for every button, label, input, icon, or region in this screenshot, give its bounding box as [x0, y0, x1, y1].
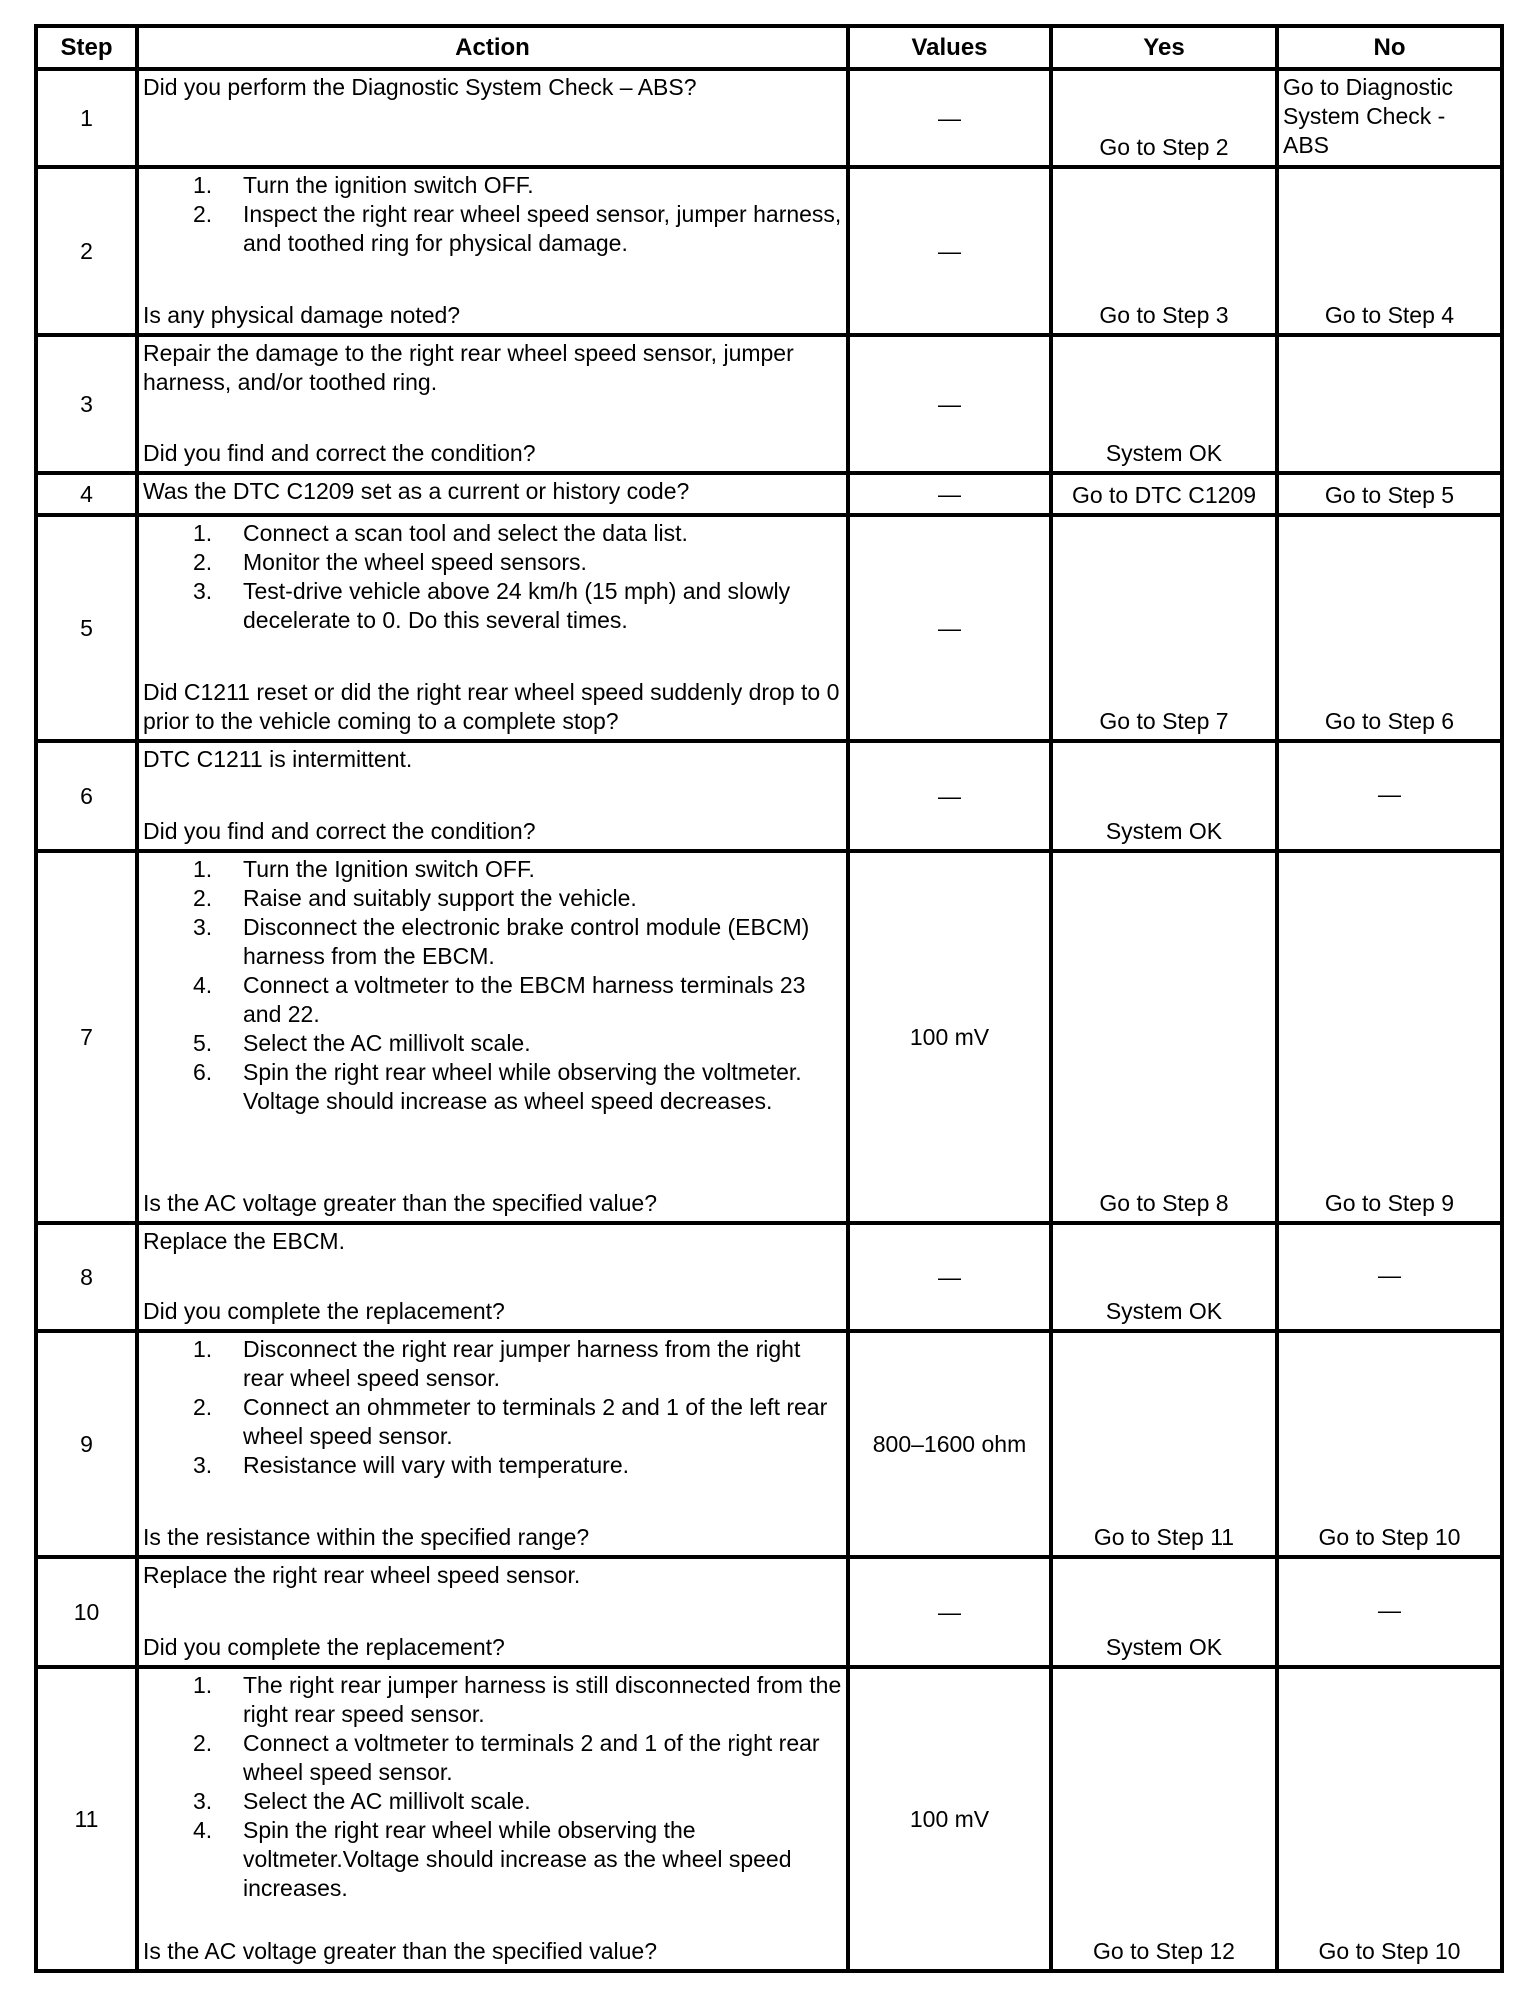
no-cell: Go to Step 4	[1277, 167, 1502, 335]
procedure-list	[143, 171, 842, 258]
list-item	[143, 1393, 842, 1451]
list-item-number: 6.	[193, 1059, 213, 1085]
no-cell: Go to Diagnostic System Check - ABS	[1277, 69, 1502, 167]
step-number: 11	[36, 1667, 137, 1971]
list-item-text: Disconnect the electronic brake control module (EBCM) harness from the EBCM.	[243, 914, 810, 969]
step-number: 3	[36, 335, 137, 473]
action-cell	[137, 69, 848, 167]
action-cell	[137, 1331, 848, 1557]
step-number: 5	[36, 515, 137, 741]
yes-cell: Go to Step 7	[1051, 515, 1277, 741]
value-cell: 100 mV	[848, 851, 1051, 1223]
no-cell: Go to Step 10	[1277, 1331, 1502, 1557]
list-item	[143, 971, 842, 1029]
step-number: 8	[36, 1223, 137, 1331]
diagnostic-table	[34, 24, 1504, 1973]
value-cell: —	[848, 167, 1051, 335]
action-cell	[137, 1667, 848, 1971]
value-cell: —	[848, 1223, 1051, 1331]
action-cell	[137, 851, 848, 1223]
list-item-text: Connect an ohmmeter to terminals 2 and 1 of the left rear wheel speed sensor.	[243, 1394, 828, 1449]
action-cell	[137, 515, 848, 741]
list-item-number: 3.	[193, 578, 213, 604]
list-item-number: 1.	[193, 856, 213, 882]
list-item	[143, 1029, 842, 1058]
list-item-text: Select the AC millivolt scale.	[243, 1030, 531, 1056]
action-question: Did C1211 reset or did the right rear wheel speed suddenly drop to 0 prior to the vehicle coming to a complete stop?	[143, 679, 840, 734]
procedure-list	[143, 1335, 842, 1480]
list-item-text: The right rear jumper harness is still disconnected from the right rear speed sensor.	[243, 1672, 842, 1727]
action-question: Did you find and correct the condition?	[143, 818, 536, 844]
table-row	[36, 335, 1502, 473]
step-number: 9	[36, 1331, 137, 1557]
list-item-number: 2.	[193, 549, 213, 575]
yes-cell: Go to Step 8	[1051, 851, 1277, 1223]
action-cell	[137, 473, 848, 515]
no-cell: —	[1277, 741, 1502, 851]
value-cell: —	[848, 473, 1051, 515]
list-item-text: Disconnect the right rear jumper harness from the right rear wheel speed sensor.	[243, 1336, 801, 1391]
no-cell: Go to Step 6	[1277, 515, 1502, 741]
yes-cell: Go to Step 2	[1051, 69, 1277, 167]
list-item	[143, 1729, 842, 1787]
list-item	[143, 171, 842, 200]
list-item-number: 2.	[193, 885, 213, 911]
table-row	[36, 851, 1502, 1223]
list-item	[143, 1335, 842, 1393]
value-cell: 800–1600 ohm	[848, 1331, 1051, 1557]
list-item-text: Spin the right rear wheel while observing the voltmeter. Voltage should increase as wheel speed decreases.	[243, 1059, 802, 1114]
list-item-number: 4.	[193, 972, 213, 998]
table-row	[36, 1223, 1502, 1331]
procedure-list	[143, 1671, 842, 1903]
header-values: Values	[848, 26, 1051, 69]
procedure-list	[143, 519, 842, 635]
step-number: 7	[36, 851, 137, 1223]
list-item	[143, 855, 842, 884]
list-item-text: Turn the ignition switch OFF.	[243, 172, 534, 198]
step-number: 2	[36, 167, 137, 335]
header-no: No	[1277, 26, 1502, 69]
list-item-text: Test-drive vehicle above 24 km/h (15 mph) and slowly decelerate to 0. Do this several times.	[243, 578, 791, 633]
list-item-number: 2.	[193, 1394, 213, 1420]
value-cell: 100 mV	[848, 1667, 1051, 1971]
list-item-text: Select the AC millivolt scale.	[243, 1788, 531, 1814]
list-item-number: 1.	[193, 1336, 213, 1362]
no-cell: Go to Step 9	[1277, 851, 1502, 1223]
action-question: Did you perform the Diagnostic System Check – ABS?	[143, 74, 697, 100]
yes-cell: System OK	[1051, 1557, 1277, 1667]
table-row	[36, 741, 1502, 851]
list-item	[143, 913, 842, 971]
list-item	[143, 1671, 842, 1729]
list-item-number: 2.	[193, 201, 213, 227]
list-item-text: Raise and suitably support the vehicle.	[243, 885, 637, 911]
list-item-text: Spin the right rear wheel while observing the voltmeter.Voltage should increase as the wheel speed increases.	[243, 1817, 792, 1901]
list-item	[143, 1058, 842, 1116]
list-item-number: 2.	[193, 1730, 213, 1756]
list-item-text: Turn the Ignition switch OFF.	[243, 856, 535, 882]
list-item	[143, 1787, 842, 1816]
action-question: Is the AC voltage greater than the specified value?	[143, 1190, 657, 1216]
table-row	[36, 515, 1502, 741]
yes-cell: Go to Step 12	[1051, 1667, 1277, 1971]
no-cell: Go to Step 5	[1277, 473, 1502, 515]
list-item	[143, 548, 842, 577]
list-item	[143, 884, 842, 913]
no-cell: —	[1277, 1223, 1502, 1331]
yes-cell: System OK	[1051, 1223, 1277, 1331]
list-item-number: 4.	[193, 1817, 213, 1843]
list-item	[143, 1451, 842, 1480]
step-number: 10	[36, 1557, 137, 1667]
action-question: Did you find and correct the condition?	[143, 440, 536, 466]
action-cell	[137, 741, 848, 851]
action-instruction: Replace the right rear wheel speed sensor.	[143, 1562, 581, 1588]
action-instruction: Repair the damage to the right rear wheel speed sensor, jumper harness, and/or toothed ring.	[143, 340, 794, 395]
yes-cell: Go to Step 11	[1051, 1331, 1277, 1557]
action-question: Is the AC voltage greater than the specified value?	[143, 1938, 657, 1964]
list-item	[143, 1816, 842, 1903]
list-item-text: Resistance will vary with temperature.	[243, 1452, 630, 1478]
list-item-text: Monitor the wheel speed sensors.	[243, 549, 587, 575]
table-row	[36, 1667, 1502, 1971]
table-row	[36, 1557, 1502, 1667]
header-step: Step	[36, 26, 137, 69]
value-cell: —	[848, 335, 1051, 473]
action-cell	[137, 335, 848, 473]
list-item	[143, 200, 842, 258]
table-row	[36, 167, 1502, 335]
list-item-text: Connect a scan tool and select the data list.	[243, 520, 688, 546]
yes-cell: Go to DTC C1209	[1051, 473, 1277, 515]
list-item	[143, 577, 842, 635]
step-number: 1	[36, 69, 137, 167]
list-item-text: Connect a voltmeter to terminals 2 and 1 of the right rear wheel speed sensor.	[243, 1730, 820, 1785]
list-item-number: 5.	[193, 1030, 213, 1056]
action-cell	[137, 167, 848, 335]
list-item-number: 3.	[193, 914, 213, 940]
no-cell	[1277, 335, 1502, 473]
yes-cell: System OK	[1051, 741, 1277, 851]
action-question: Was the DTC C1209 set as a current or history code?	[143, 478, 690, 504]
action-question: Did you complete the replacement?	[143, 1634, 505, 1660]
yes-cell: Go to Step 3	[1051, 167, 1277, 335]
step-number: 4	[36, 473, 137, 515]
header-row	[36, 26, 1502, 69]
table-row	[36, 69, 1502, 167]
action-question: Is any physical damage noted?	[143, 302, 461, 328]
step-number: 6	[36, 741, 137, 851]
value-cell: —	[848, 741, 1051, 851]
action-instruction: DTC C1211 is intermittent.	[143, 746, 413, 772]
action-question: Did you complete the replacement?	[143, 1298, 505, 1324]
yes-cell: System OK	[1051, 335, 1277, 473]
list-item-number: 3.	[193, 1452, 213, 1478]
list-item-number: 3.	[193, 1788, 213, 1814]
list-item-number: 1.	[193, 520, 213, 546]
value-cell: —	[848, 515, 1051, 741]
list-item-number: 1.	[193, 1672, 213, 1698]
header-yes: Yes	[1051, 26, 1277, 69]
list-item-number: 1.	[193, 172, 213, 198]
table-row	[36, 1331, 1502, 1557]
no-cell: —	[1277, 1557, 1502, 1667]
action-instruction: Replace the EBCM.	[143, 1228, 345, 1254]
header-action: Action	[137, 26, 848, 69]
action-cell	[137, 1557, 848, 1667]
table-row	[36, 473, 1502, 515]
value-cell: —	[848, 1557, 1051, 1667]
action-question: Is the resistance within the specified range?	[143, 1524, 590, 1550]
procedure-list	[143, 855, 842, 1116]
action-cell	[137, 1223, 848, 1331]
value-cell: —	[848, 69, 1051, 167]
list-item-text: Connect a voltmeter to the EBCM harness terminals 23 and 22.	[243, 972, 806, 1027]
list-item-text: Inspect the right rear wheel speed sensor, jumper harness, and toothed ring for physical damage.	[243, 201, 842, 256]
list-item	[143, 519, 842, 548]
no-cell: Go to Step 10	[1277, 1667, 1502, 1971]
